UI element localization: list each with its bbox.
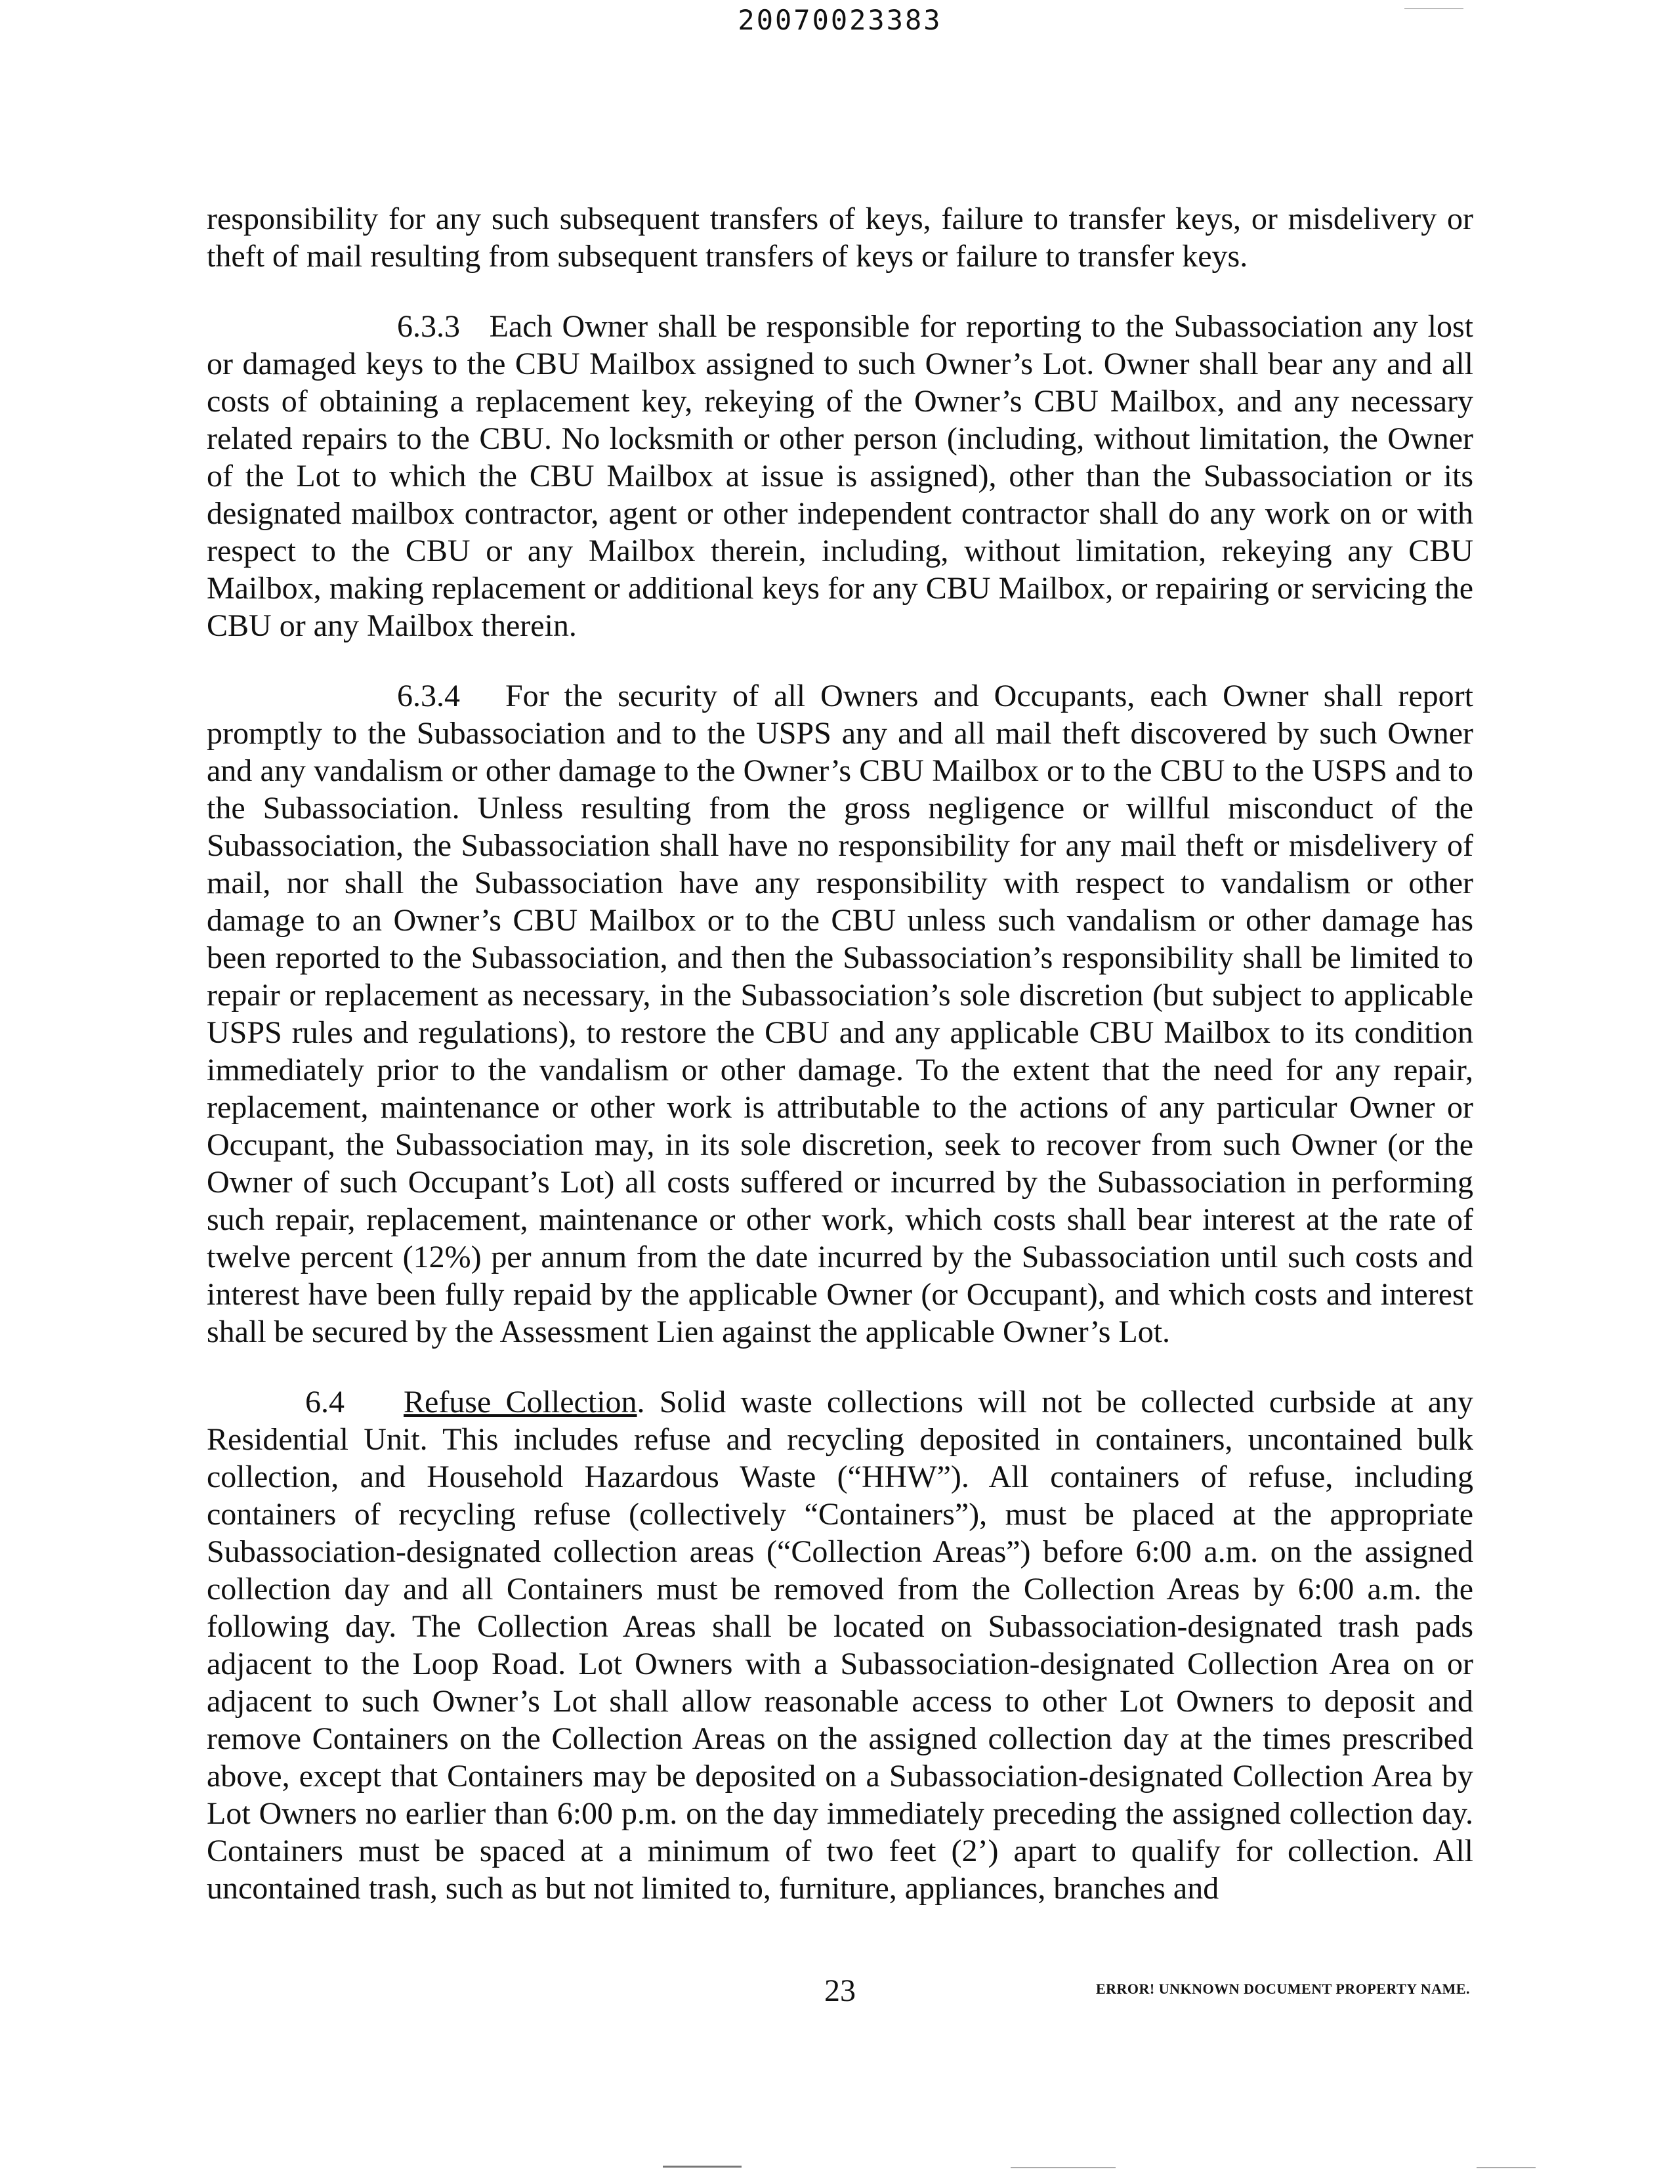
paragraph-6-3-4-text: For the security of all Owners and Occupants, each Owner shall report promptly to the Subassociation and to the USPS any and all mail theft discovered by such Owner and any vandalism or other damage to the Owner’s CBU Mailbox or to the CBU to the USPS and to the Subassociation. Unless resulting from the gross negligence or willful misconduct of the Subassociation, the Subassociation shall have no responsibility for any mail theft or misdelivery of mail, nor shall the Subassociation have any responsibility with respect to vandalism or other damage to an Owner’s CBU Mailbox or to the CBU unless such vandalism or other damage has been reported to the Subassociation, and then the Subassociation’s responsibility shall be limited to repair or replacement as necessary, in the Subassociation’s sole discretion (but subject to applicable USPS rules and regulations), to restore the CBU and any applicable CBU Mailbox to its condition immediately prior to the vandalism or other damage. To the extent that the need for any repair, replacement, maintenance or other work is attributable to the actions of any particular Owner or Occupant, the Subassociation may, in its sole discretion, seek to recover from such Owner (or the Owner of such Occupant’s Lot) all costs suffered or incurred by the Subassociation in performing such repair, replacement, maintenance or other work, which costs shall bear interest at the rate of twelve percent (12%) per annum from the date incurred by the Subassociation until such costs and interest have been fully repaid by the applicable Owner (or Occupant), and which costs and interest shall be secured by the Assessment Lien against the applicable Owner’s Lot. xyxy=(207,679,1473,1349)
footer-error-text: ERROR! UNKNOWN DOCUMENT PROPERTY NAME. xyxy=(1095,1981,1470,1997)
scan-artifact-top-right xyxy=(1404,8,1463,9)
scan-artifact-bottom-right xyxy=(1477,2167,1536,2168)
section-number-6-4: 6.4 xyxy=(305,1385,345,1419)
paragraph-6-4-text: . Solid waste collections will not be collected curbside at any Residential Unit. This includes refuse and recycling deposited in containers, uncontained bulk collection, and Household Hazardous Waste (“HHW”). All containers of refuse, including containers of recycling refuse (collectively “Containers”), must be placed at the appropriate Subassociation-designated collection areas (“Collection Areas”) before 6:00 a.m. on the assigned collection day and all Containers must be removed from the Collection Areas by 6:00 a.m. the following day. The Collection Areas shall be located on Subassociation-designated trash pads adjacent to the Loop Road. Lot Owners with a Subassociation-designated Collection Area on or adjacent to such Owner’s Lot shall allow reasonable access to other Lot Owners to deposit and remove Containers on the Collection Areas on the assigned collection day at the times prescribed above, except that Containers may be deposited on a Subassociation-designated Collection Area by Lot Owners no earlier than 6:00 p.m. on the day immediately preceding the assigned collection day. Containers must be spaced at a minimum of two feet (2’) apart to qualify for collection. All uncontained trash, such as but not limited to, furniture, appliances, branches and xyxy=(207,1385,1474,1906)
scan-artifact-bottom-center xyxy=(1011,2167,1116,2168)
section-number-6-3-3: 6.3.3 xyxy=(397,309,460,344)
paragraph-6-3-3 xyxy=(207,308,1473,644)
paragraph-6-4 xyxy=(207,1383,1473,1907)
document-body xyxy=(207,200,1473,1940)
paragraph-6-3-3-text: Each Owner shall be responsible for reporting to the Subassociation any lost or damaged keys to the CBU Mailbox assigned to such Owner’s Lot. Owner shall bear any and all costs of obtaining a replacement key, rekeying of the Owner’s CBU Mailbox, and any necessary related repairs to the CBU. No locksmith or other person (including, without limitation, the Owner of the Lot to which the CBU Mailbox at issue is assigned), other than the Subassociation or its designated mailbox contractor, agent or other independent contractor shall do any work on or with respect to the CBU or any Mailbox therein, including, without limitation, rekeying any CBU Mailbox, making replacement or additional keys for any CBU Mailbox, or repairing or servicing the CBU or any Mailbox therein. xyxy=(207,309,1474,643)
paragraph-6-3-4 xyxy=(207,677,1473,1351)
scan-artifact-bottom-left xyxy=(663,2166,742,2168)
paragraph-continuation: responsibility for any such subsequent transfers of keys, failure to transfer keys, or misdelivery or theft of mail resulting from subsequent transfers of keys or failure to transfer keys. xyxy=(207,201,1473,274)
page-number: 23 xyxy=(824,1973,856,2008)
document-number: 20070023383 xyxy=(738,4,942,36)
section-number-6-3-4: 6.3.4 xyxy=(397,679,460,713)
section-heading-refuse-collection: Refuse Collection xyxy=(404,1385,637,1419)
